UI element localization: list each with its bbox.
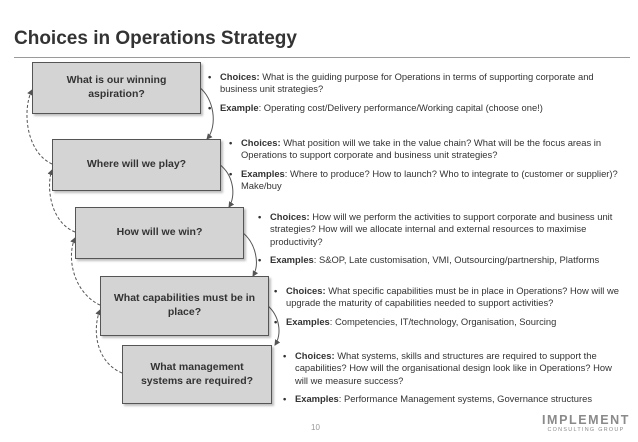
bullet-text: What is the guiding purpose for Operations in terms of supporting corporate and business unit strategies?	[220, 71, 594, 95]
examples-bullet	[283, 393, 626, 405]
bullet-glyph: •	[283, 393, 287, 405]
choices-bullet	[208, 71, 626, 96]
bullet-glyph: •	[258, 254, 262, 266]
bullet-label: Examples	[270, 254, 314, 266]
page-title: Choices in Operations Strategy	[14, 28, 297, 49]
step-box-how-to-win	[75, 207, 244, 259]
bullet-label: Choices:	[220, 71, 260, 82]
step-box-winning-aspiration	[32, 62, 201, 114]
bullet-text: How will we perform the activities to support corporate and business unit strategies? How will we allocate internal and external resources to maximise productivity?	[270, 211, 613, 247]
step-description-3	[258, 211, 626, 273]
choices-bullet	[283, 350, 626, 387]
bullet-text: : Where to produce? How to launch? Who to integrate to (customer or supplier)? Make/buy	[241, 167, 618, 192]
flow-arrow-3	[242, 232, 256, 276]
step-box-where-to-play	[52, 139, 221, 191]
bullet-glyph: •	[274, 315, 278, 327]
step-description-5	[283, 350, 626, 412]
bullet-label: Examples	[286, 315, 330, 327]
bullet-glyph: •	[208, 71, 212, 82]
bullet-glyph: •	[274, 285, 278, 296]
company-logo	[541, 413, 631, 433]
bullet-label: Examples	[295, 393, 339, 405]
step-description-4	[274, 285, 626, 334]
bullet-label: Choices:	[295, 350, 335, 361]
bullet-label: Choices:	[286, 285, 326, 296]
bullet-label: Choices:	[270, 211, 310, 222]
bullet-text: : Operating cost/Delivery performance/Working capital (choose one!)	[258, 101, 543, 113]
step-question: What capabilities must be in place?	[113, 292, 256, 318]
bullet-glyph: •	[229, 167, 233, 179]
step-question: What management systems are required?	[140, 360, 254, 387]
bullet-text: What position will we take in the value chain? What will be the focus areas in Operations to support corporate and business unit strategies?	[241, 137, 602, 161]
bullet-text: : Performance Management systems, Governance structures	[338, 393, 593, 405]
logo-tagline: CONSULTING GROUP	[547, 427, 625, 433]
examples-bullet	[229, 168, 626, 193]
bullet-text: : S&OP, Late customisation, VMI, Outsourcing/partnership, Platforms	[313, 254, 600, 266]
step-box-capabilities	[100, 276, 269, 336]
examples-bullet	[274, 316, 626, 328]
bullet-text: What specific capabilities must be in place in Operations? How will we upgrade the maturity of capabilities needed to support activities?	[286, 285, 619, 309]
bullet-glyph: •	[258, 211, 262, 222]
bullet-label: Choices:	[241, 137, 281, 148]
choices-bullet	[258, 211, 626, 248]
bullet-text: What systems, skills and structures are required to support the capabilities? How will the organisational design look like in Operations? How will we measure success?	[295, 350, 612, 386]
page-number: 10	[311, 423, 320, 432]
choices-bullet	[229, 137, 626, 162]
step-question: Where will we play?	[86, 158, 187, 171]
bullet-glyph: •	[208, 101, 212, 113]
bullet-glyph: •	[283, 350, 287, 361]
step-description-2	[229, 137, 626, 199]
bullet-label: Example	[220, 101, 259, 113]
step-box-management-systems	[122, 345, 272, 404]
example-bullet	[208, 102, 626, 114]
choices-bullet	[274, 285, 626, 310]
logo-wordmark: IMPLEMENT	[541, 413, 630, 427]
step-question: What is our winning aspiration?	[66, 74, 167, 100]
examples-bullet	[258, 254, 626, 266]
bullet-text: : Competencies, IT/technology, Organisation, Sourcing	[329, 315, 557, 327]
step-question: How will we win?	[116, 226, 203, 239]
step-description-1	[208, 71, 626, 120]
bullet-glyph: •	[229, 137, 233, 148]
bullet-label: Examples	[241, 167, 285, 179]
